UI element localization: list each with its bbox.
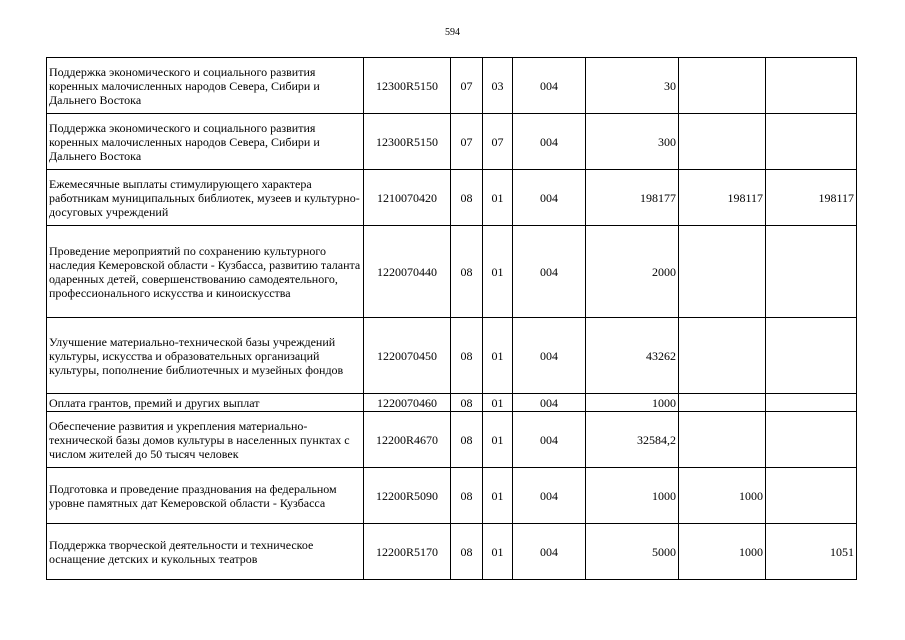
cell-subsection: 01 bbox=[483, 394, 513, 412]
cell-value-3 bbox=[766, 468, 857, 524]
cell-value-2 bbox=[679, 114, 766, 170]
cell-section: 07 bbox=[451, 58, 483, 114]
cell-value-3: 1051 bbox=[766, 524, 857, 580]
page-number: 594 bbox=[445, 27, 460, 38]
cell-value-3 bbox=[766, 412, 857, 468]
cell-value-1: 1000 bbox=[586, 394, 679, 412]
cell-subsection: 01 bbox=[483, 412, 513, 468]
table-row bbox=[47, 524, 857, 580]
cell-value-1: 198177 bbox=[586, 170, 679, 226]
table-row bbox=[47, 114, 857, 170]
table-row bbox=[47, 170, 857, 226]
cell-value-3: 198117 bbox=[766, 170, 857, 226]
cell-type: 004 bbox=[513, 114, 586, 170]
cell-section: 08 bbox=[451, 394, 483, 412]
cell-value-2: 198117 bbox=[679, 170, 766, 226]
cell-value-2: 1000 bbox=[679, 468, 766, 524]
budget-table bbox=[46, 57, 857, 580]
cell-subsection: 07 bbox=[483, 114, 513, 170]
cell-value-1: 5000 bbox=[586, 524, 679, 580]
cell-code: 1210070420 bbox=[364, 170, 451, 226]
cell-value-3 bbox=[766, 394, 857, 412]
table-row bbox=[47, 226, 857, 318]
table-row bbox=[47, 58, 857, 114]
cell-code: 12200R4670 bbox=[364, 412, 451, 468]
cell-name: Оплата грантов, премий и других выплат bbox=[47, 394, 364, 412]
cell-name: Поддержка творческой деятельности и техническое оснащение детских и кукольных театров bbox=[47, 524, 364, 580]
cell-value-3 bbox=[766, 318, 857, 394]
table-row bbox=[47, 318, 857, 394]
cell-value-2 bbox=[679, 226, 766, 318]
table-row bbox=[47, 412, 857, 468]
cell-code: 12200R5170 bbox=[364, 524, 451, 580]
cell-type: 004 bbox=[513, 170, 586, 226]
cell-value-1: 30 bbox=[586, 58, 679, 114]
cell-value-2: 1000 bbox=[679, 524, 766, 580]
cell-value-2 bbox=[679, 394, 766, 412]
cell-code: 12200R5090 bbox=[364, 468, 451, 524]
cell-value-2 bbox=[679, 318, 766, 394]
cell-code: 1220070460 bbox=[364, 394, 451, 412]
cell-type: 004 bbox=[513, 468, 586, 524]
cell-section: 08 bbox=[451, 468, 483, 524]
cell-name: Поддержка экономического и социального развития коренных малочисленных народов Севера, Сибири и Дальнего Востока bbox=[47, 114, 364, 170]
cell-name: Поддержка экономического и социального развития коренных малочисленных народов Севера, Сибири и Дальнего Востока bbox=[47, 58, 364, 114]
cell-value-3 bbox=[766, 114, 857, 170]
cell-section: 08 bbox=[451, 226, 483, 318]
cell-name: Улучшение материально-технической базы учреждений культуры, искусства и образовательных организаций культуры, пополнение библиотечных и музейных фондов bbox=[47, 318, 364, 394]
cell-code: 1220070440 bbox=[364, 226, 451, 318]
cell-type: 004 bbox=[513, 394, 586, 412]
cell-subsection: 01 bbox=[483, 524, 513, 580]
cell-type: 004 bbox=[513, 58, 586, 114]
cell-subsection: 01 bbox=[483, 226, 513, 318]
cell-value-3 bbox=[766, 226, 857, 318]
cell-value-1: 32584,2 bbox=[586, 412, 679, 468]
cell-type: 004 bbox=[513, 412, 586, 468]
cell-section: 07 bbox=[451, 114, 483, 170]
cell-value-1: 1000 bbox=[586, 468, 679, 524]
cell-section: 08 bbox=[451, 412, 483, 468]
cell-value-2 bbox=[679, 412, 766, 468]
cell-name: Подготовка и проведение празднования на федеральном уровне памятных дат Кемеровской области - Кузбасса bbox=[47, 468, 364, 524]
cell-name: Обеспечение развития и укрепления материально-технической базы домов культуры в населенных пунктах с числом жителей до 50 тысяч человек bbox=[47, 412, 364, 468]
table-row bbox=[47, 468, 857, 524]
cell-value-1: 2000 bbox=[586, 226, 679, 318]
cell-type: 004 bbox=[513, 318, 586, 394]
table-row bbox=[47, 394, 857, 412]
cell-name: Ежемесячные выплаты стимулирующего характера работникам муниципальных библиотек, музеев и культурно-досуговых учреждений bbox=[47, 170, 364, 226]
cell-section: 08 bbox=[451, 170, 483, 226]
cell-code: 1220070450 bbox=[364, 318, 451, 394]
cell-type: 004 bbox=[513, 524, 586, 580]
cell-code: 12300R5150 bbox=[364, 58, 451, 114]
cell-section: 08 bbox=[451, 318, 483, 394]
cell-subsection: 01 bbox=[483, 170, 513, 226]
cell-value-3 bbox=[766, 58, 857, 114]
cell-section: 08 bbox=[451, 524, 483, 580]
cell-subsection: 01 bbox=[483, 468, 513, 524]
cell-name: Проведение мероприятий по сохранению культурного наследия Кемеровской области - Кузбасса, развитию таланта одаренных детей, совершенствованию самодеятельного, профессионального искусства и киноискусства bbox=[47, 226, 364, 318]
cell-subsection: 01 bbox=[483, 318, 513, 394]
cell-value-1: 43262 bbox=[586, 318, 679, 394]
cell-value-2 bbox=[679, 58, 766, 114]
cell-code: 12300R5150 bbox=[364, 114, 451, 170]
cell-type: 004 bbox=[513, 226, 586, 318]
cell-value-1: 300 bbox=[586, 114, 679, 170]
cell-subsection: 03 bbox=[483, 58, 513, 114]
